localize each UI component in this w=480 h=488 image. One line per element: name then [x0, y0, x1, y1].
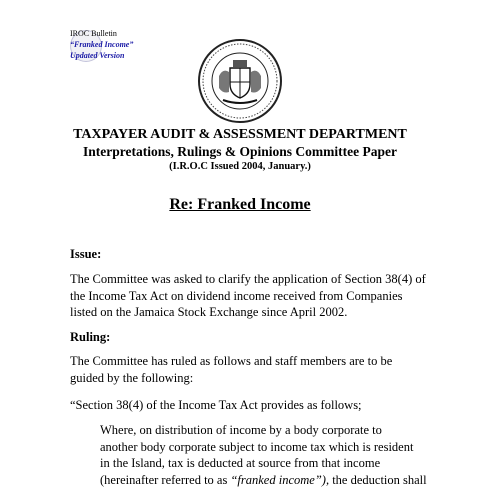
franked-income-term: “franked income”),	[230, 473, 329, 487]
issue-paragraph	[70, 271, 430, 321]
quote-text: (hereinafter referred to as	[100, 473, 230, 487]
quote-line: in the Island, tax is deducted at source from that income	[100, 455, 440, 472]
quote-text: the deduction shall	[329, 473, 427, 487]
department-heading: TAXPAYER AUDIT & ASSESSMENT DEPARTMENT	[0, 127, 480, 143]
issue-line: The Committee was asked to clarify the application of Section 38(4) of	[70, 271, 430, 288]
quote-intro: “Section 38(4) of the Income Tax Act provides as follows;	[70, 397, 430, 414]
bulletin-label	[70, 28, 133, 61]
issued-heading: (I.R.O.C Issued 2004, January.)	[0, 161, 480, 172]
issue-label: Issue:	[70, 246, 430, 263]
document-title: Re: Franked Income	[0, 196, 480, 214]
coat-of-arms-seal-icon	[197, 38, 283, 124]
quoted-section	[100, 422, 440, 488]
quote-line: another body corporate subject to income tax which is resident	[100, 439, 440, 456]
bulletin-line-3: Updated Version	[70, 50, 133, 61]
bulletin-line-2: “Franked Income”	[70, 39, 133, 50]
issue-line: listed on the Jamaica Stock Exchange since April 2002.	[70, 304, 430, 321]
committee-heading: Interpretations, Rulings & Opinions Committee Paper	[0, 144, 480, 160]
issue-line: the Income Tax Act on dividend income received from Companies	[70, 288, 430, 305]
ruling-line: The Committee has ruled as follows and staff members are to be	[70, 353, 430, 370]
ruling-paragraph	[70, 353, 430, 386]
ruling-line: guided by the following:	[70, 370, 430, 387]
bulletin-line-1: IROC Bulletin	[70, 28, 133, 39]
quote-line: Where, on distribution of income by a body corporate to	[100, 422, 440, 439]
ruling-label: Ruling:	[70, 329, 430, 346]
